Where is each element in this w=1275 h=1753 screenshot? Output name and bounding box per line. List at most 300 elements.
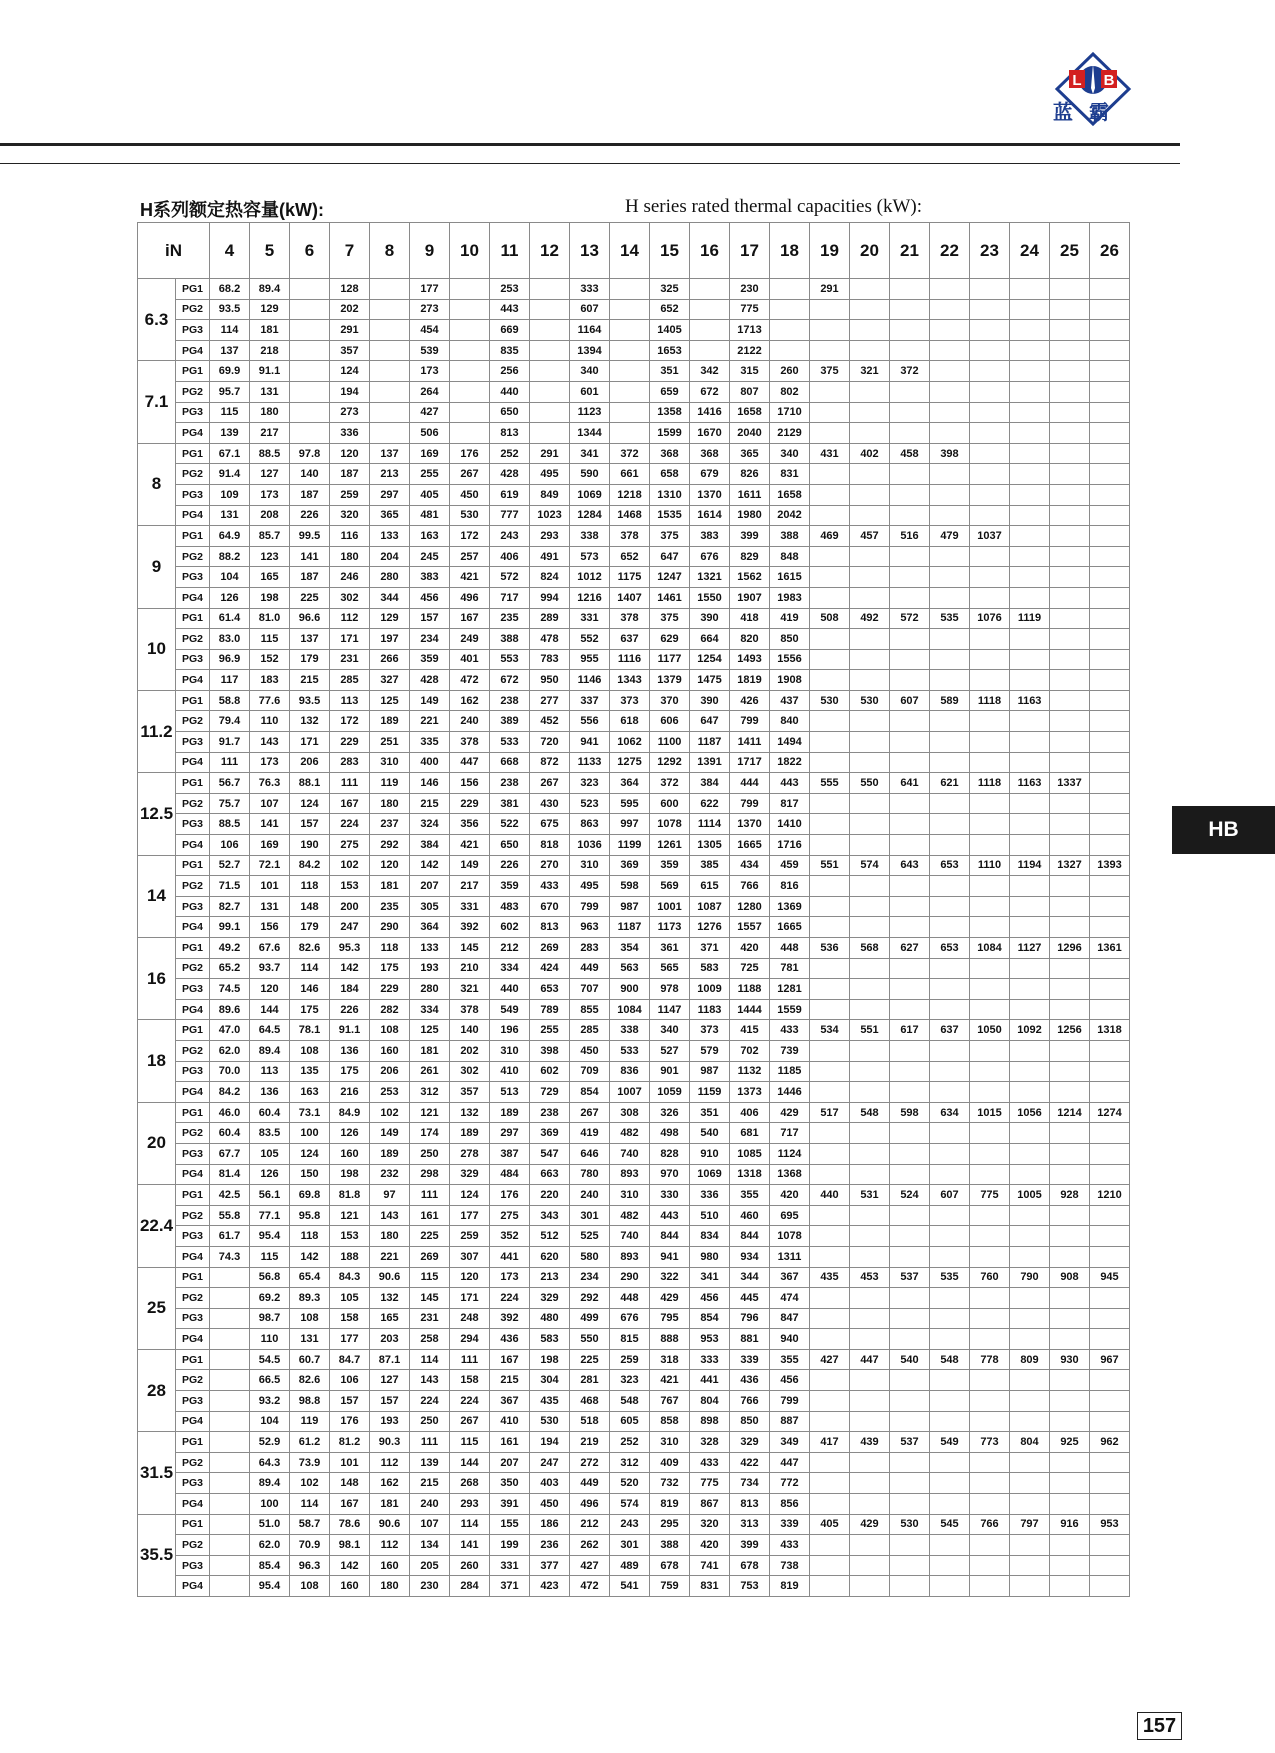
pg-label-cell: PG1 [176,279,210,300]
value-cell [1090,484,1130,505]
value-cell: 512 [530,1226,570,1247]
value-cell [890,1329,930,1350]
value-cell [1050,1082,1090,1103]
pg-label-cell: PG2 [176,711,210,732]
value-cell: 336 [330,423,370,444]
value-cell [290,423,330,444]
value-cell [930,1308,970,1329]
value-cell [530,423,570,444]
value-cell: 293 [530,526,570,547]
value-cell: 449 [570,958,610,979]
ratio-cell: 31.5 [138,1432,176,1514]
value-cell: 436 [730,1370,770,1391]
value-cell [850,505,890,526]
pg-label-cell: PG1 [176,443,210,464]
value-cell: 854 [690,1308,730,1329]
pg-label-cell: PG4 [176,1411,210,1432]
value-cell: 272 [570,1452,610,1473]
value-cell: 235 [370,896,410,917]
value-cell: 1550 [690,587,730,608]
value-cell: 323 [610,1370,650,1391]
value-cell [970,1205,1010,1226]
value-cell: 484 [490,1164,530,1185]
value-cell: 305 [410,896,450,917]
value-cell: 472 [450,670,490,691]
value-cell [930,1288,970,1309]
value-cell: 83.5 [250,1123,290,1144]
value-cell [1050,1535,1090,1556]
value-cell: 377 [530,1555,570,1576]
value-cell: 102 [330,855,370,876]
value-cell: 197 [370,629,410,650]
pg-label-cell: PG3 [176,484,210,505]
value-cell: 149 [370,1123,410,1144]
table-row [138,608,1130,629]
value-cell: 679 [690,464,730,485]
value-cell: 322 [650,1267,690,1288]
value-cell: 545 [930,1514,970,1535]
value-cell [450,381,490,402]
value-cell: 740 [610,1143,650,1164]
value-cell: 248 [450,1308,490,1329]
value-cell [210,1576,250,1597]
value-cell [850,402,890,423]
value-cell: 653 [530,979,570,1000]
value-cell: 1614 [690,505,730,526]
value-cell: 60.4 [250,1102,290,1123]
value-cell [290,381,330,402]
value-cell: 388 [770,526,810,547]
value-cell: 114 [450,1514,490,1535]
value-cell: 112 [370,1452,410,1473]
value-cell: 548 [850,1102,890,1123]
value-cell: 174 [410,1123,450,1144]
value-cell: 551 [810,855,850,876]
value-cell [1050,546,1090,567]
value-cell: 298 [410,1164,450,1185]
value-cell: 831 [690,1576,730,1597]
value-cell: 449 [570,1473,610,1494]
value-cell: 1557 [730,917,770,938]
value-cell [1090,340,1130,361]
value-cell: 1281 [770,979,810,1000]
value-cell: 1343 [610,670,650,691]
value-cell: 661 [610,464,650,485]
value-cell: 1416 [690,402,730,423]
value-cell: 1318 [730,1164,770,1185]
value-cell: 205 [410,1555,450,1576]
value-cell [930,1391,970,1412]
value-cell: 189 [490,1102,530,1123]
value-cell [970,835,1010,856]
value-cell [930,1411,970,1432]
pg-label-cell: PG4 [176,1329,210,1350]
value-cell: 428 [490,464,530,485]
value-cell: 120 [330,443,370,464]
value-cell [850,999,890,1020]
value-cell: 440 [810,1185,850,1206]
value-cell [850,1535,890,1556]
value-cell [1010,423,1050,444]
header-size: 8 [370,223,410,279]
value-cell: 124 [450,1185,490,1206]
value-cell [890,423,930,444]
value-cell: 818 [530,835,570,856]
value-cell: 707 [570,979,610,1000]
value-cell [1090,835,1130,856]
value-cell: 1187 [610,917,650,938]
value-cell: 569 [650,876,690,897]
value-cell: 580 [570,1246,610,1267]
value-cell: 433 [690,1452,730,1473]
value-cell: 64.3 [250,1452,290,1473]
table-row [138,340,1130,361]
value-cell: 850 [730,1411,770,1432]
value-cell: 480 [530,1308,570,1329]
value-cell [1050,999,1090,1020]
header-size: 20 [850,223,890,279]
value-cell: 443 [770,773,810,794]
value-cell [890,381,930,402]
pg-label-cell: PG2 [176,1205,210,1226]
value-cell: 1716 [770,835,810,856]
value-cell: 945 [1090,1267,1130,1288]
value-cell: 506 [410,423,450,444]
value-cell [970,1473,1010,1494]
value-cell: 333 [690,1349,730,1370]
value-cell: 325 [650,279,690,300]
value-cell: 99.1 [210,917,250,938]
value-cell [1010,587,1050,608]
value-cell: 384 [690,773,730,794]
value-cell: 491 [530,546,570,567]
table-header-row [138,223,1130,279]
value-cell: 215 [290,670,330,691]
value-cell [1010,1082,1050,1103]
value-cell: 189 [370,1143,410,1164]
header-rule-thin [0,163,1180,164]
value-cell [890,711,930,732]
value-cell [930,896,970,917]
value-cell: 908 [1050,1267,1090,1288]
value-cell: 1078 [650,814,690,835]
value-cell: 2040 [730,423,770,444]
header-size: 26 [1090,223,1130,279]
value-cell: 1318 [1090,1020,1130,1041]
value-cell: 75.7 [210,793,250,814]
value-cell: 235 [490,608,530,629]
value-cell: 664 [690,629,730,650]
table-row [138,1123,1130,1144]
value-cell: 540 [690,1123,730,1144]
pg-label-cell: PG1 [176,1432,210,1453]
value-cell: 547 [530,1143,570,1164]
value-cell: 940 [770,1329,810,1350]
value-cell [890,1494,930,1515]
value-cell: 72.1 [250,855,290,876]
value-cell: 226 [290,505,330,526]
value-cell [890,752,930,773]
value-cell [370,320,410,341]
value-cell [930,1061,970,1082]
value-cell: 179 [290,917,330,938]
value-cell: 215 [410,793,450,814]
value-cell [1050,526,1090,547]
value-cell: 359 [650,855,690,876]
value-cell: 70.9 [290,1535,330,1556]
value-cell: 850 [770,629,810,650]
value-cell: 579 [690,1040,730,1061]
table-row [138,299,1130,320]
value-cell: 893 [610,1246,650,1267]
value-cell: 573 [570,546,610,567]
value-cell: 399 [730,526,770,547]
value-cell [1050,484,1090,505]
value-cell: 302 [330,587,370,608]
value-cell [890,1040,930,1061]
value-cell: 530 [530,1411,570,1432]
table-row [138,1349,1130,1370]
value-cell [970,1143,1010,1164]
value-cell: 176 [490,1185,530,1206]
value-cell: 941 [570,732,610,753]
value-cell: 255 [410,464,450,485]
value-cell: 398 [530,1040,570,1061]
value-cell: 804 [1010,1432,1050,1453]
value-cell [890,629,930,650]
value-cell: 807 [730,381,770,402]
value-cell: 1069 [690,1164,730,1185]
value-cell [970,670,1010,691]
value-cell: 383 [690,526,730,547]
value-cell: 437 [770,690,810,711]
value-cell: 828 [650,1143,690,1164]
value-cell: 489 [610,1555,650,1576]
value-cell: 108 [290,1576,330,1597]
value-cell: 355 [730,1185,770,1206]
value-cell: 251 [370,732,410,753]
value-cell: 126 [210,587,250,608]
value-cell [690,279,730,300]
value-cell: 824 [530,567,570,588]
value-cell [810,711,850,732]
value-cell: 817 [770,793,810,814]
value-cell: 858 [650,1411,690,1432]
value-cell [1050,1143,1090,1164]
value-cell: 819 [770,1576,810,1597]
value-cell [850,546,890,567]
value-cell: 89.3 [290,1288,330,1309]
table-row [138,526,1130,547]
value-cell: 282 [370,999,410,1020]
value-cell [1050,670,1090,691]
value-cell [210,1432,250,1453]
value-cell: 955 [570,649,610,670]
value-cell [850,1329,890,1350]
pg-label-cell: PG1 [176,773,210,794]
value-cell: 215 [490,1370,530,1391]
value-cell: 775 [690,1473,730,1494]
value-cell [1090,1555,1130,1576]
value-cell: 115 [410,1267,450,1288]
value-cell: 797 [1010,1514,1050,1535]
value-cell: 1822 [770,752,810,773]
value-cell: 617 [890,1020,930,1041]
table-row [138,649,1130,670]
value-cell: 52.9 [250,1432,290,1453]
value-cell: 295 [650,1514,690,1535]
value-cell [930,423,970,444]
ratio-cell: 35.5 [138,1514,176,1596]
value-cell [370,279,410,300]
value-cell: 1118 [970,773,1010,794]
value-cell [850,320,890,341]
value-cell: 124 [330,361,370,382]
value-cell: 427 [570,1555,610,1576]
value-cell [850,1494,890,1515]
value-cell: 115 [450,1432,490,1453]
value-cell [890,1370,930,1391]
value-cell: 351 [650,361,690,382]
table-row [138,320,1130,341]
value-cell [930,1576,970,1597]
value-cell: 281 [570,1370,610,1391]
table-row [138,1308,1130,1329]
value-cell: 187 [330,464,370,485]
value-cell: 775 [730,299,770,320]
pg-label-cell: PG2 [176,1123,210,1144]
value-cell [1090,1040,1130,1061]
value-cell: 301 [610,1535,650,1556]
table-row [138,1391,1130,1412]
pg-label-cell: PG3 [176,649,210,670]
value-cell: 1056 [1010,1102,1050,1123]
value-cell [1090,814,1130,835]
value-cell [890,299,930,320]
value-cell: 324 [410,814,450,835]
value-cell: 133 [370,526,410,547]
value-cell: 548 [930,1349,970,1370]
pg-label-cell: PG3 [176,567,210,588]
value-cell: 82.6 [290,938,330,959]
value-cell: 378 [610,526,650,547]
value-cell [810,299,850,320]
value-cell: 127 [370,1370,410,1391]
value-cell [370,423,410,444]
value-cell: 433 [770,1020,810,1041]
value-cell: 910 [690,1143,730,1164]
value-cell: 337 [570,690,610,711]
value-cell [890,402,930,423]
value-cell [1050,1061,1090,1082]
header-size: 18 [770,223,810,279]
value-cell [1050,1123,1090,1144]
value-cell: 678 [730,1555,770,1576]
ratio-cell: 6.3 [138,279,176,361]
pg-label-cell: PG4 [176,1082,210,1103]
table-row [138,752,1130,773]
value-cell: 447 [850,1349,890,1370]
value-cell [850,587,890,608]
value-cell: 1468 [610,505,650,526]
value-cell: 1194 [1010,855,1050,876]
value-cell [1090,443,1130,464]
value-cell: 206 [370,1061,410,1082]
value-cell: 406 [730,1102,770,1123]
value-cell: 637 [610,629,650,650]
value-cell: 872 [530,752,570,773]
value-cell: 550 [570,1329,610,1350]
table-row [138,835,1130,856]
value-cell: 125 [370,690,410,711]
value-cell [1010,1452,1050,1473]
value-cell: 421 [450,835,490,856]
value-cell: 131 [210,505,250,526]
value-cell: 1276 [690,917,730,938]
value-cell [930,505,970,526]
value-cell: 816 [770,876,810,897]
value-cell: 1188 [730,979,770,1000]
value-cell: 91.1 [250,361,290,382]
value-cell: 340 [650,1020,690,1041]
ratio-cell: 8 [138,443,176,525]
value-cell: 198 [530,1349,570,1370]
value-cell: 1175 [610,567,650,588]
value-cell [970,793,1010,814]
value-cell [810,1308,850,1329]
value-cell [450,320,490,341]
value-cell: 439 [850,1432,890,1453]
value-cell [1090,546,1130,567]
value-cell: 132 [450,1102,490,1123]
value-cell: 760 [970,1267,1010,1288]
value-cell [290,340,330,361]
value-cell: 1556 [770,649,810,670]
value-cell: 672 [490,670,530,691]
table-row [138,999,1130,1020]
value-cell [810,423,850,444]
pg-label-cell: PG2 [176,1370,210,1391]
value-cell [1050,835,1090,856]
value-cell [890,587,930,608]
value-cell: 47.0 [210,1020,250,1041]
value-cell [810,1205,850,1226]
value-cell: 88.2 [210,546,250,567]
value-cell: 270 [530,855,570,876]
value-cell [1010,1576,1050,1597]
value-cell [1090,279,1130,300]
value-cell: 142 [330,1555,370,1576]
value-cell: 1361 [1090,938,1130,959]
value-cell [850,896,890,917]
value-cell: 527 [650,1040,690,1061]
value-cell [1050,340,1090,361]
value-cell: 310 [490,1040,530,1061]
value-cell [1010,1555,1050,1576]
value-cell [970,979,1010,1000]
value-cell: 1114 [690,814,730,835]
value-cell: 93.7 [250,958,290,979]
value-cell: 371 [690,938,730,959]
value-cell [210,1514,250,1535]
value-cell: 64.9 [210,526,250,547]
value-cell: 553 [490,649,530,670]
table-row [138,381,1130,402]
pg-label-cell: PG2 [176,958,210,979]
value-cell [810,649,850,670]
value-cell: 1980 [730,505,770,526]
value-cell: 835 [490,340,530,361]
